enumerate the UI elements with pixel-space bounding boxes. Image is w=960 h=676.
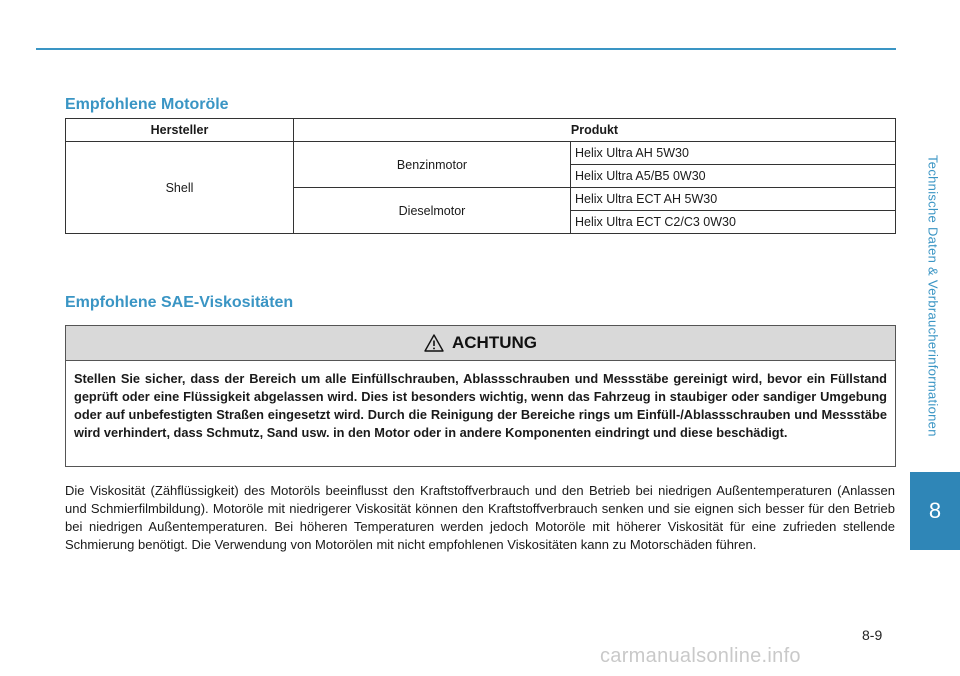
watermark: carmanualsonline.info — [600, 645, 801, 667]
chapter-side-title — [922, 120, 944, 472]
product-cell: Helix Ultra ECT C2/C3 0W30 — [571, 211, 896, 234]
section-title-sae-viscosity: Empfohlene SAE-Viskositäten — [65, 294, 294, 311]
page-number: 8-9 — [862, 627, 883, 643]
top-divider — [36, 48, 896, 50]
warning-triangle-icon — [424, 334, 444, 352]
chapter-title-text: Technische Daten & Verbraucherinformationen — [925, 155, 941, 437]
chapter-number: 8 — [928, 498, 942, 523]
warning-box — [65, 325, 896, 467]
warning-title: ACHTUNG — [452, 333, 537, 352]
engine-type-cell: Benzinmotor — [294, 142, 571, 188]
table-header-row — [66, 119, 896, 142]
warning-text: Stellen Sie sicher, dass der Bereich um alle Einfüllschrauben, Ablassschrauben und Messstäbe gereinigt wird, bevor ein Füllstand geprüft oder eine Flüssigkeit abgelassen wird. Dies ist besonders wichtig, wenn das Fahrzeug in staubiger oder sandiger Umgebung oder auf unbefestigten Straßen eingesetzt wird. Durch die Reinigung der Bereiche rings um Einfüll-/Ablassschrauben und Messstäbe wird verhindert, dass Schmutz, Sand usw. in den Motor oder in andere Komponenten eindringt und diese beschädigt. — [74, 371, 887, 440]
engine-type-cell: Dieselmotor — [294, 188, 571, 234]
product-cell: Helix Ultra ECT AH 5W30 — [571, 188, 896, 211]
section-title-engine-oils: Empfohlene Motoröle — [65, 96, 229, 113]
oil-table — [65, 118, 896, 234]
viscosity-paragraph: Die Viskosität (Zähflüssigkeit) des Motoröls beeinflusst den Kraftstoffverbrauch und den Betrieb bei niedrigen Außentemperaturen (Anlassen und Schmierfilmbildung). Motoröle mit niedrigerer Viskosität können den Kraftstoffverbrauch senken und sie eignen sich besser für den Betrieb bei niedrigen Außentemperaturen. Bei höheren Temperaturen werden jedoch Motoröle mit höherer Viskosität für eine zufrieden stellende Schmierung benötigt. Die Verwendung von Motorölen mit nicht empfohlenen Viskositäten kann zu Motorschäden führen. — [65, 483, 895, 552]
chapter-tab[interactable] — [910, 472, 960, 550]
product-cell: Helix Ultra AH 5W30 — [571, 142, 896, 165]
warning-header — [66, 326, 895, 361]
manufacturer-cell: Shell — [66, 142, 294, 234]
product-cell: Helix Ultra A5/B5 0W30 — [571, 165, 896, 188]
table-row — [66, 142, 896, 165]
header-product: Produkt — [294, 119, 896, 142]
header-manufacturer: Hersteller — [66, 119, 294, 142]
